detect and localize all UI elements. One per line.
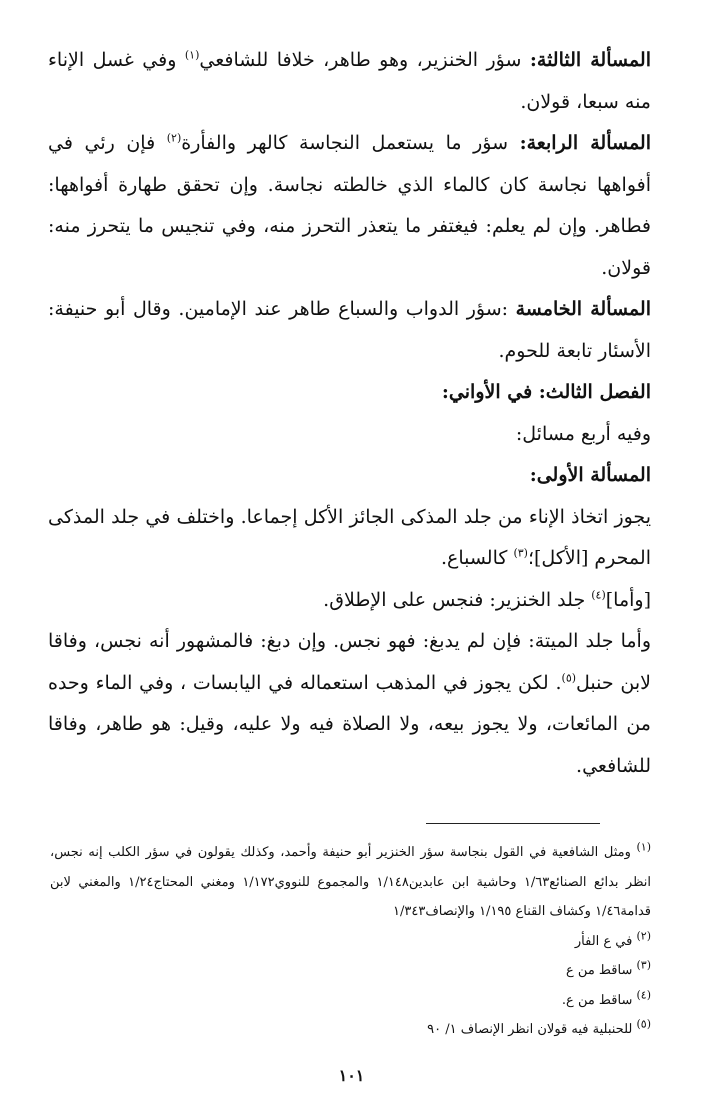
footnote-4	[50, 986, 651, 1016]
first-issue-heading: المسألة الأولى:	[529, 464, 651, 486]
carrion-skin-text-b: . لكن يجوز في المذهب استعماله في اليابسات ، وفي الماء وحده من المائعات، ولا يجوز بيعه، ولا الصلاة فيه ولا عليه، وقيل: هو طاهر، وفاقا للشافعي.	[48, 671, 651, 777]
main-text	[48, 40, 651, 787]
fourth-issue-text-a: سؤر ما يستعمل النجاسة كالهر والفأرة	[181, 132, 520, 154]
footnote-text: ساقط من ع.	[561, 992, 633, 1008]
footnote-5	[50, 1015, 651, 1045]
paragraph-carrion-skin	[48, 621, 651, 787]
footnote-number: (١)	[636, 840, 651, 854]
footnote-number: (٢)	[636, 929, 651, 943]
page-number: ١٠١	[338, 1066, 365, 1085]
third-issue-text-b: وفي غسل الإناء منه سبعا، قولان.	[48, 49, 651, 113]
fourth-issue-label: المسألة الرابعة:	[519, 132, 651, 154]
footnote-ref-5[interactable]: (٥)	[561, 671, 577, 685]
footnote-number: (٣)	[636, 958, 651, 972]
pig-skin-text-a: [وأما]	[605, 588, 651, 611]
paragraph-fourth-issue	[48, 123, 651, 289]
paragraph-vessel-skins	[48, 497, 651, 580]
footnote-text: ساقط من ع	[566, 963, 633, 978]
fifth-issue-text: :سؤر الدواب والسباع طاهر عند الإمامين. وقال أبو حنيفة: الأسئار تابعة للحوم.	[48, 298, 651, 362]
vessel-skins-text-a: يجوز اتخاذ الإناء من جلد المذكى الجائز الأكل إجماعا. واختلف في جلد المذكى المحرم [الأكل]؛	[48, 505, 651, 569]
paragraph-third-issue	[48, 40, 651, 123]
third-issue-text-a: سؤر الخنزير، وهو طاهر، خلافا للشافعي	[199, 49, 530, 71]
footnote-2	[50, 927, 651, 957]
fifth-issue-label: المسألة الخامسة	[515, 298, 651, 320]
footnote-3	[50, 956, 651, 986]
footnote-text: ومثل الشافعية في القول بنجاسة سؤر الخنزير أبو حنيفة وأحمد، وكذلك يقولون في سؤر الكلب إنه نجس، انظر بدائع الصنائع١/٦٣ وحاشية ابن عابدين١/١٤٨ والمجموع للنووي١/١٧٢ ومغني المحتاج١/٢٤ والمغني لابن قدامة١/٤٦ وكشاف القناع ١/١٩٥ والإنصاف١/٣٤٣	[50, 845, 651, 919]
footnotes	[50, 838, 651, 1045]
carrion-skin-text-a: وأما جلد الميتة: فإن لم يدبغ: فهو نجس. وإن دبغ: فالمشهور أنه نجس، وفاقا لابن حنبل	[48, 630, 651, 694]
paragraph-fifth-issue	[48, 289, 651, 372]
footnote-ref-2[interactable]: (٢)	[166, 131, 182, 145]
footnote-ref-4[interactable]: (٤)	[591, 588, 606, 602]
footnote-text: للحنبلية فيه قولان انظر الإنصاف ١/ ٩٠	[427, 1022, 633, 1037]
footnote-text: في ع الفأر	[574, 933, 633, 949]
third-issue-label: المسألة الثالثة:	[529, 49, 651, 71]
vessel-skins-text-b: كالسباع.	[440, 547, 514, 569]
paragraph-pig-skin	[48, 580, 651, 622]
footnote-ref-3[interactable]: (٣)	[513, 546, 528, 560]
chapter-heading: الفصل الثالث: في الأواني:	[441, 381, 651, 403]
chapter-intro: وفيه أربع مسائل:	[515, 422, 651, 445]
pig-skin-text-b: جلد الخنزير: فنجس على الإطلاق.	[323, 588, 592, 611]
footnote-divider	[426, 823, 600, 824]
footnote-1	[50, 838, 651, 927]
fourth-issue-text-b: فإن رئي في أفواهها نجاسة كان كالماء الذي خالطته نجاسة. وإن تحقق طهارة أفواهها: فطاهر. وإن لم يعلم: فيغتفر ما يتعذر التحرز منه، وفي تنجيس ما يتحرز منه: قولان.	[48, 132, 651, 279]
footnote-number: (٤)	[636, 988, 651, 1002]
footnote-number: (٥)	[636, 1017, 651, 1031]
footnote-ref-1[interactable]: (١)	[184, 48, 200, 62]
